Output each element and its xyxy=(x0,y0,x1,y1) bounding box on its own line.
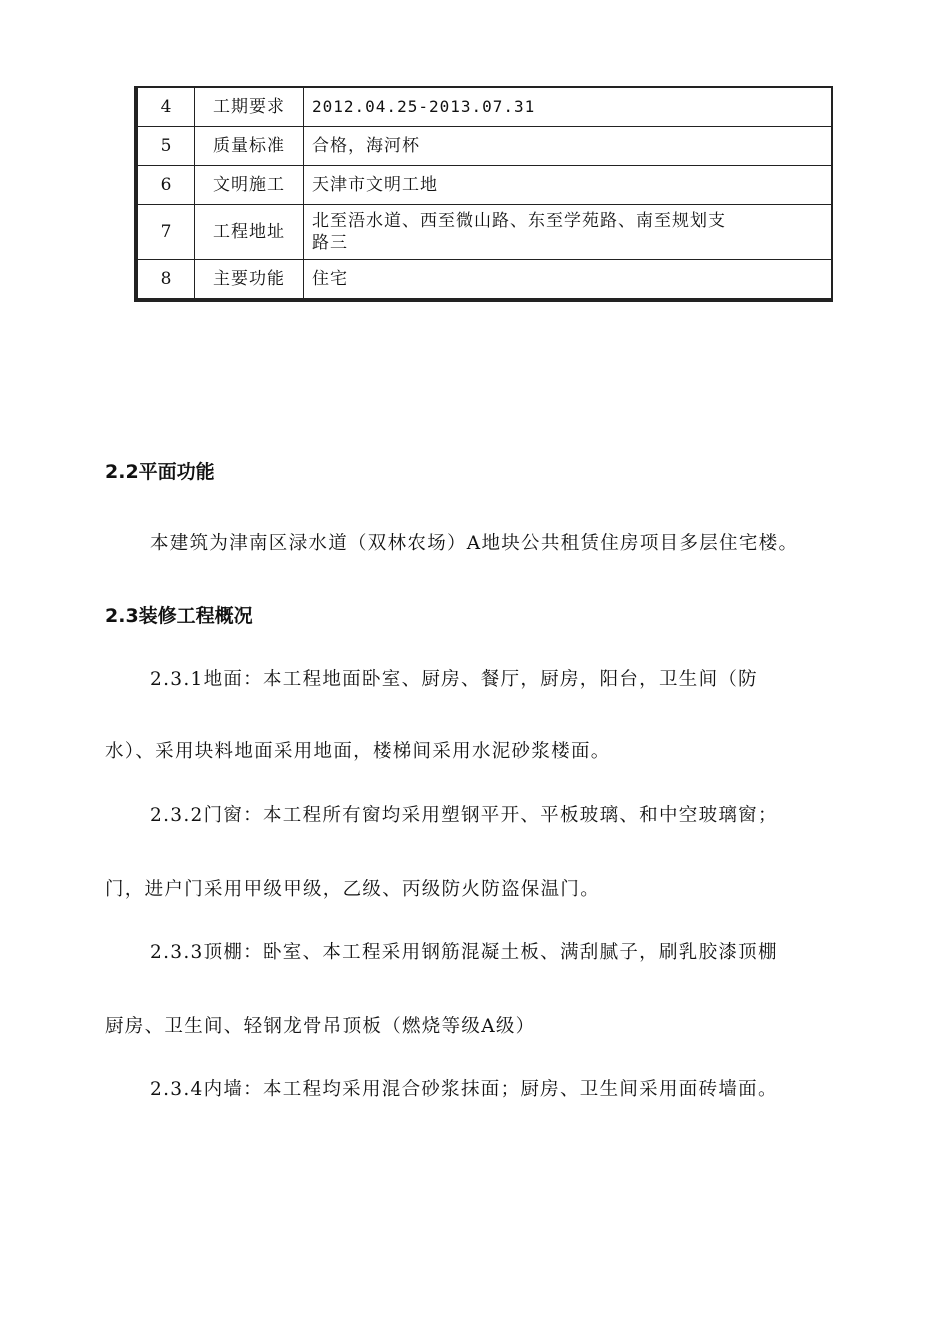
table-row xyxy=(138,88,832,127)
row-number: 7 xyxy=(138,205,195,260)
paragraph-2-3-3-line2: 厨房、卫生间、轻钢龙骨吊顶板（燃烧等级A级） xyxy=(105,1016,536,1037)
row-number: 4 xyxy=(138,88,195,127)
row-value: 2012.04.25-2013.07.31 xyxy=(304,88,832,127)
row-value-line: 路三 xyxy=(312,233,348,253)
project-info-table xyxy=(134,86,833,302)
row-item: 质量标准 xyxy=(195,127,304,166)
section-2-2-body: 本建筑为津南区渌水道（双林农场）A地块公共租赁住房项目多层住宅楼。 xyxy=(150,533,799,554)
info-table xyxy=(137,87,832,299)
row-number: 6 xyxy=(138,166,195,205)
table-row xyxy=(138,205,832,260)
paragraph-2-3-2-line1: 2.3.2门窗：本工程所有窗均采用塑钢平开、平板玻璃、和中空玻璃窗； xyxy=(150,805,778,826)
row-value-line: 北至浯水道、西至微山路、东至学苑路、南至规划支 xyxy=(312,211,726,231)
row-value: 合格，海河杯 xyxy=(304,127,832,166)
section-heading-2-2: 2.2平面功能 xyxy=(105,461,215,483)
paragraph-2-3-3-line1: 2.3.3顶棚：卧室、本工程采用钢筋混凝土板、满刮腻子，刷乳胶漆顶棚 xyxy=(150,942,778,963)
row-value: 天津市文明工地 xyxy=(304,166,832,205)
table-row xyxy=(138,166,832,205)
paragraph-2-3-1-line1: 2.3.1地面：本工程地面卧室、厨房、餐厅，厨房，阳台，卫生间（防 xyxy=(150,669,758,690)
paragraph-2-3-4-line1: 2.3.4内墙：本工程均采用混合砂浆抹面；厨房、卫生间采用面砖墙面。 xyxy=(150,1079,778,1100)
row-item: 文明施工 xyxy=(195,166,304,205)
table-row xyxy=(138,127,832,166)
paragraph-2-3-2-line2: 门，进户门采用甲级甲级，乙级、丙级防火防盗保温门。 xyxy=(105,879,601,900)
row-value: 住宅 xyxy=(304,260,832,299)
row-item: 主要功能 xyxy=(195,260,304,299)
paragraph-2-3-1-line2: 水）、采用块料地面采用地面，楼梯间采用水泥砂浆楼面。 xyxy=(105,741,611,762)
row-item: 工期要求 xyxy=(195,88,304,127)
row-value xyxy=(304,205,832,260)
row-number: 8 xyxy=(138,260,195,299)
section-heading-2-3: 2.3装修工程概况 xyxy=(105,605,253,627)
row-item: 工程地址 xyxy=(195,205,304,260)
table-row xyxy=(138,260,832,299)
row-number: 5 xyxy=(138,127,195,166)
